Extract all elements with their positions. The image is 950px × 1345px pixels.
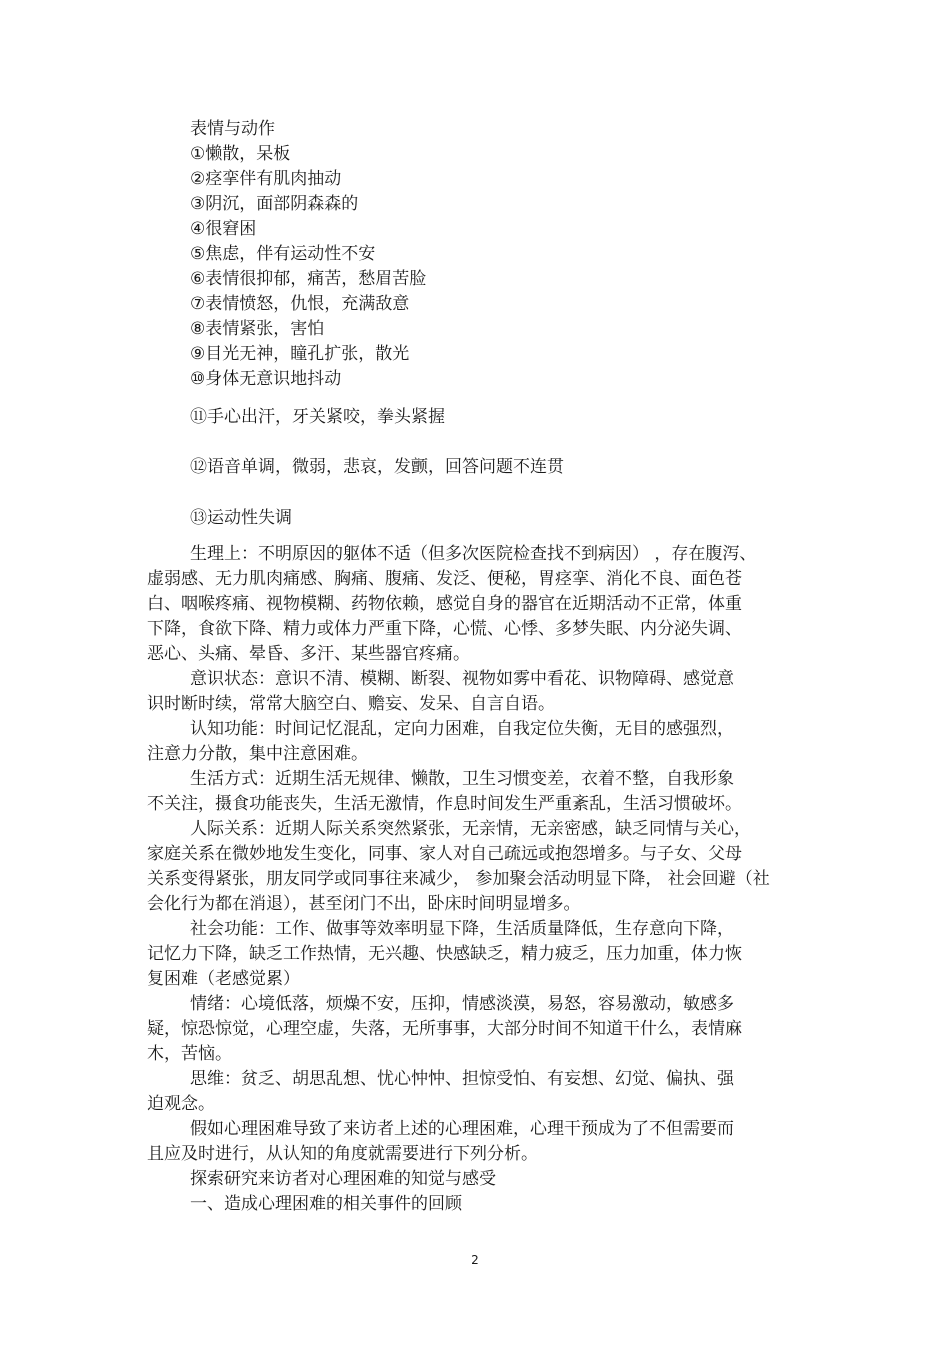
paragraph-cognition: 认知功能：时间记忆混乱，定向力困难，自我定位失衡，无目的感强烈， [190, 719, 734, 739]
list-item: ⑩身体无意识地抖动 [190, 369, 342, 389]
list-item: ④很窘困 [190, 219, 257, 239]
paragraph-relationships: 会化行为都在消退），甚至闭门不出，卧床时间明显增多。 [147, 894, 581, 914]
list-item: ⑫语音单调，微弱，悲哀，发颤，回答问题不连贯 [190, 457, 564, 477]
paragraph-relationships: 关系变得紧张，朋友同学或同事往来减少， 参加聚会活动明显下降， 社会回避（社 [147, 869, 770, 889]
paragraph-relationships: 人际关系：近期人际关系突然紧张，无亲情，无亲密感，缺乏同情与关心， [190, 819, 751, 839]
paragraph-emotion: 疑，惊恐惊觉，心理空虚，失落，无所事事，大部分时间不知道干什么，表情麻 [147, 1019, 742, 1039]
paragraph-thinking: 思维：贫乏、胡思乱想、忧心忡忡、担惊受怕、有妄想、幻觉、偏执、强 [190, 1069, 734, 1089]
paragraph-physiology: 白、咽喉疼痛、视物模糊、药物依赖，感觉自身的器官在近期活动不正常，体重 [147, 594, 742, 614]
paragraph-relationships: 家庭关系在微妙地发生变化，同事、家人对自己疏远或抱怨增多。与子女、父母 [147, 844, 742, 864]
paragraph-conclusion: 且应及时进行，从认知的角度就需要进行下列分析。 [147, 1144, 538, 1164]
paragraph-consciousness: 意识状态：意识不清、模糊、断裂、视物如雾中看花、识物障碍、感觉意 [190, 669, 734, 689]
paragraph-emotion: 木，苦恼。 [147, 1044, 232, 1064]
list-item: ⑨目光无神，瞳孔扩张，散光 [190, 344, 410, 364]
paragraph-lifestyle: 不关注，摄食功能丧失，生活无激情，作息时间发生严重紊乱，生活习惯破坏。 [147, 794, 742, 814]
list-item: ⑤焦虑，伴有运动性不安 [190, 244, 376, 264]
list-item: ⑧表情紧张，害怕 [190, 319, 325, 339]
section-title: 表情与动作 [190, 119, 275, 139]
list-item: ①懒散，呆板 [190, 144, 291, 164]
paragraph-social-function: 复困难（老感觉累） [147, 969, 300, 989]
paragraph-consciousness: 识时断时续，常常大脑空白、赡妄、发呆、自言自语。 [147, 694, 555, 714]
list-item: ③阴沉，面部阴森森的 [190, 194, 359, 214]
paragraph-explore: 探索研究来访者对心理困难的知觉与感受 [190, 1169, 496, 1189]
paragraph-physiology: 虚弱感、无力肌肉痛感、胸痛、腹痛、发泛、便秘，胃痉挛、消化不良、面色苍 [147, 569, 742, 589]
paragraph-social-function: 社会功能：工作、做事等效率明显下降，生活质量降低，生存意向下降， [190, 919, 734, 939]
page-number: 2 [471, 1253, 479, 1267]
list-item: ⑦表情愤怒，仇恨，充满敌意 [190, 294, 410, 314]
list-item: ⑪手心出汗，牙关紧咬，拳头紧握 [190, 407, 445, 427]
paragraph-thinking: 迫观念。 [147, 1094, 215, 1114]
paragraph-emotion: 情绪：心境低落，烦燥不安，压抑，情感淡漠，易怒，容易激动，敏感多 [190, 994, 734, 1014]
paragraph-cognition: 注意力分散，集中注意困难。 [147, 744, 368, 764]
list-item: ②痉挛伴有肌肉抽动 [190, 169, 342, 189]
section-heading: 一、造成心理困难的相关事件的回顾 [190, 1194, 462, 1214]
paragraph-social-function: 记忆力下降，缺乏工作热情，无兴趣、快感缺乏，精力疲乏，压力加重，体力恢 [147, 944, 742, 964]
paragraph-conclusion: 假如心理困难导致了来访者上述的心理困难，心理干预成为了不但需要而 [190, 1119, 734, 1139]
paragraph-lifestyle: 生活方式：近期生活无规律、懒散，卫生习惯变差，衣着不整，自我形象 [190, 769, 734, 789]
list-item: ⑬运动性失调 [190, 508, 292, 528]
paragraph-physiology: 恶心、头痛、晕昏、多汗、某些器官疼痛。 [147, 644, 470, 664]
list-item: ⑥表情很抑郁，痛苦，愁眉苦脸 [190, 269, 427, 289]
paragraph-physiology: 生理上：不明原因的躯体不适（但多次医院检查找不到病因） ，存在腹泻、 [190, 544, 757, 564]
paragraph-physiology: 下降，食欲下降、精力或体力严重下降，心慌、心悸、多梦失眠、内分泌失调、 [147, 619, 742, 639]
